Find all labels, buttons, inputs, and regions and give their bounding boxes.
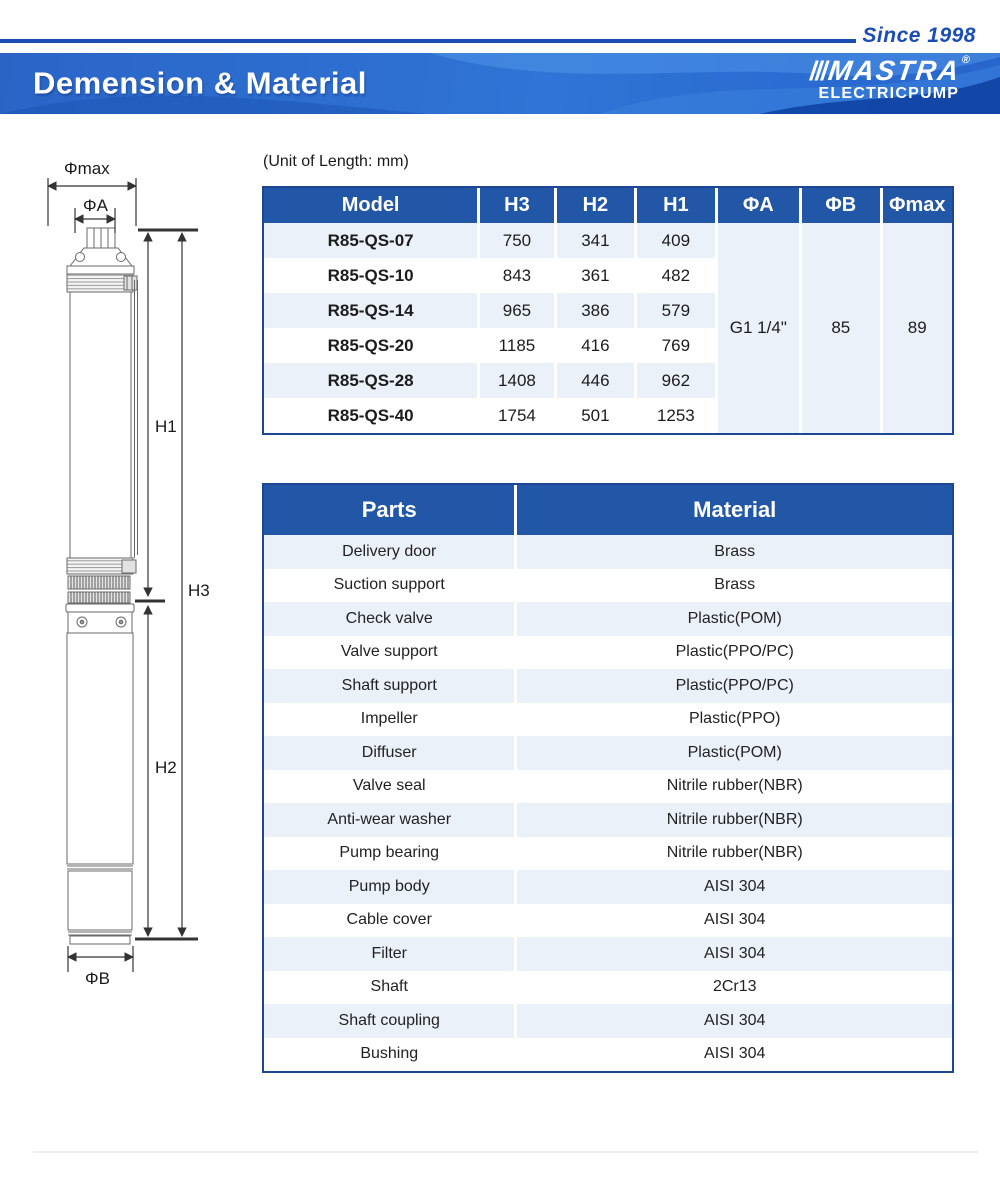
- part-name: Suction support: [264, 569, 514, 603]
- h3-value: 750: [477, 223, 553, 258]
- dimension-table-header-row: [264, 188, 952, 223]
- h3-value: 843: [477, 258, 553, 293]
- parts-row: [264, 1004, 952, 1038]
- footer-divider: [33, 1151, 978, 1153]
- label-phi-a: ΦA: [83, 196, 108, 215]
- parts-row: [264, 602, 952, 636]
- parts-row: [264, 937, 952, 971]
- dim-col-header-3: H1: [634, 188, 714, 223]
- dimension-table: [262, 186, 954, 435]
- h2-value: 416: [554, 328, 634, 363]
- banner: [0, 53, 1000, 114]
- part-name: Filter: [264, 937, 514, 971]
- material-name: Plastic(PPO/PC): [514, 636, 952, 670]
- h2-value: 341: [554, 223, 634, 258]
- material-name: AISI 304: [514, 904, 952, 938]
- pump-body-outline: [66, 228, 138, 944]
- parts-row: [264, 736, 952, 770]
- h2-value: 501: [554, 398, 634, 433]
- phi-max-value: 89: [880, 223, 952, 433]
- dim-col-header-2: H2: [554, 188, 634, 223]
- dim-col-header-6: Φmax: [880, 188, 952, 223]
- material-name: Brass: [514, 569, 952, 603]
- h1-value: 409: [634, 223, 714, 258]
- label-h3: H3: [188, 581, 210, 600]
- brand-logo: [807, 54, 971, 102]
- part-name: Valve seal: [264, 770, 514, 804]
- material-name: AISI 304: [514, 1038, 952, 1072]
- material-name: Nitrile rubber(NBR): [514, 770, 952, 804]
- h1-value: 1253: [634, 398, 714, 433]
- pump-technical-drawing: [28, 145, 228, 995]
- unit-of-length-note: (Unit of Length: mm): [263, 153, 409, 170]
- material-name: Plastic(PPO/PC): [514, 669, 952, 703]
- material-name: Nitrile rubber(NBR): [514, 837, 952, 871]
- model-cell: R85-QS-40: [264, 398, 477, 433]
- material-name: 2Cr13: [514, 971, 952, 1005]
- part-name: Check valve: [264, 602, 514, 636]
- registered-trademark-icon: ®: [960, 54, 971, 66]
- part-name: Shaft: [264, 971, 514, 1005]
- part-name: Cable cover: [264, 904, 514, 938]
- parts-row: [264, 569, 952, 603]
- h2-value: 446: [554, 363, 634, 398]
- label-h2: H2: [155, 758, 177, 777]
- h2-value: 386: [554, 293, 634, 328]
- part-name: Diffuser: [264, 736, 514, 770]
- model-cell: R85-QS-10: [264, 258, 477, 293]
- h1-value: 962: [634, 363, 714, 398]
- dim-col-header-1: H3: [477, 188, 553, 223]
- brand-name: MASTRA: [826, 55, 963, 86]
- parts-row: [264, 837, 952, 871]
- parts-row: [264, 535, 952, 569]
- dim-col-header-5: ΦB: [799, 188, 879, 223]
- parts-row: [264, 669, 952, 703]
- parts-col-header-0: Parts: [264, 485, 514, 535]
- part-name: Delivery door: [264, 535, 514, 569]
- parts-material-table: [262, 483, 954, 1073]
- parts-row: [264, 803, 952, 837]
- part-name: Pump bearing: [264, 837, 514, 871]
- parts-row: [264, 703, 952, 737]
- h2-value: 361: [554, 258, 634, 293]
- parts-table-header-row: [264, 485, 952, 535]
- model-cell: R85-QS-07: [264, 223, 477, 258]
- phi-a-value: G1 1/4": [715, 223, 799, 433]
- parts-row: [264, 770, 952, 804]
- dim-col-header-0: Model: [264, 188, 477, 223]
- dimension-row-R85-QS-07: [264, 223, 952, 258]
- label-h1: H1: [155, 417, 177, 436]
- h1-value: 579: [634, 293, 714, 328]
- phi-b-value: 85: [799, 223, 879, 433]
- part-name: Impeller: [264, 703, 514, 737]
- header-rule-line: [0, 39, 856, 43]
- part-name: Anti-wear washer: [264, 803, 514, 837]
- material-name: Brass: [514, 535, 952, 569]
- h3-value: 965: [477, 293, 553, 328]
- material-name: Plastic(POM): [514, 736, 952, 770]
- model-cell: R85-QS-28: [264, 363, 477, 398]
- part-name: Pump body: [264, 870, 514, 904]
- dim-col-header-4: ΦA: [715, 188, 799, 223]
- h3-value: 1185: [477, 328, 553, 363]
- brand-subtitle: ELECTRICPUMP: [818, 85, 960, 102]
- parts-col-header-1: Material: [514, 485, 952, 535]
- h3-value: 1754: [477, 398, 553, 433]
- label-phi-max: Φmax: [64, 159, 110, 178]
- parts-row: [264, 1038, 952, 1072]
- material-name: Nitrile rubber(NBR): [514, 803, 952, 837]
- parts-row: [264, 971, 952, 1005]
- since-text: Since 1998: [862, 24, 976, 47]
- h1-value: 769: [634, 328, 714, 363]
- parts-row: [264, 870, 952, 904]
- material-name: Plastic(POM): [514, 602, 952, 636]
- material-name: Plastic(PPO): [514, 703, 952, 737]
- parts-row: [264, 636, 952, 670]
- material-name: AISI 304: [514, 1004, 952, 1038]
- page-title: Demension & Material: [33, 64, 367, 100]
- label-phi-b: ΦB: [85, 969, 110, 988]
- model-cell: R85-QS-20: [264, 328, 477, 363]
- h3-value: 1408: [477, 363, 553, 398]
- part-name: Shaft support: [264, 669, 514, 703]
- part-name: Bushing: [264, 1038, 514, 1072]
- part-name: Shaft coupling: [264, 1004, 514, 1038]
- material-name: AISI 304: [514, 870, 952, 904]
- brand-slashes-icon: ///: [807, 56, 829, 86]
- material-name: AISI 304: [514, 937, 952, 971]
- parts-row: [264, 904, 952, 938]
- part-name: Valve support: [264, 636, 514, 670]
- h1-value: 482: [634, 258, 714, 293]
- model-cell: R85-QS-14: [264, 293, 477, 328]
